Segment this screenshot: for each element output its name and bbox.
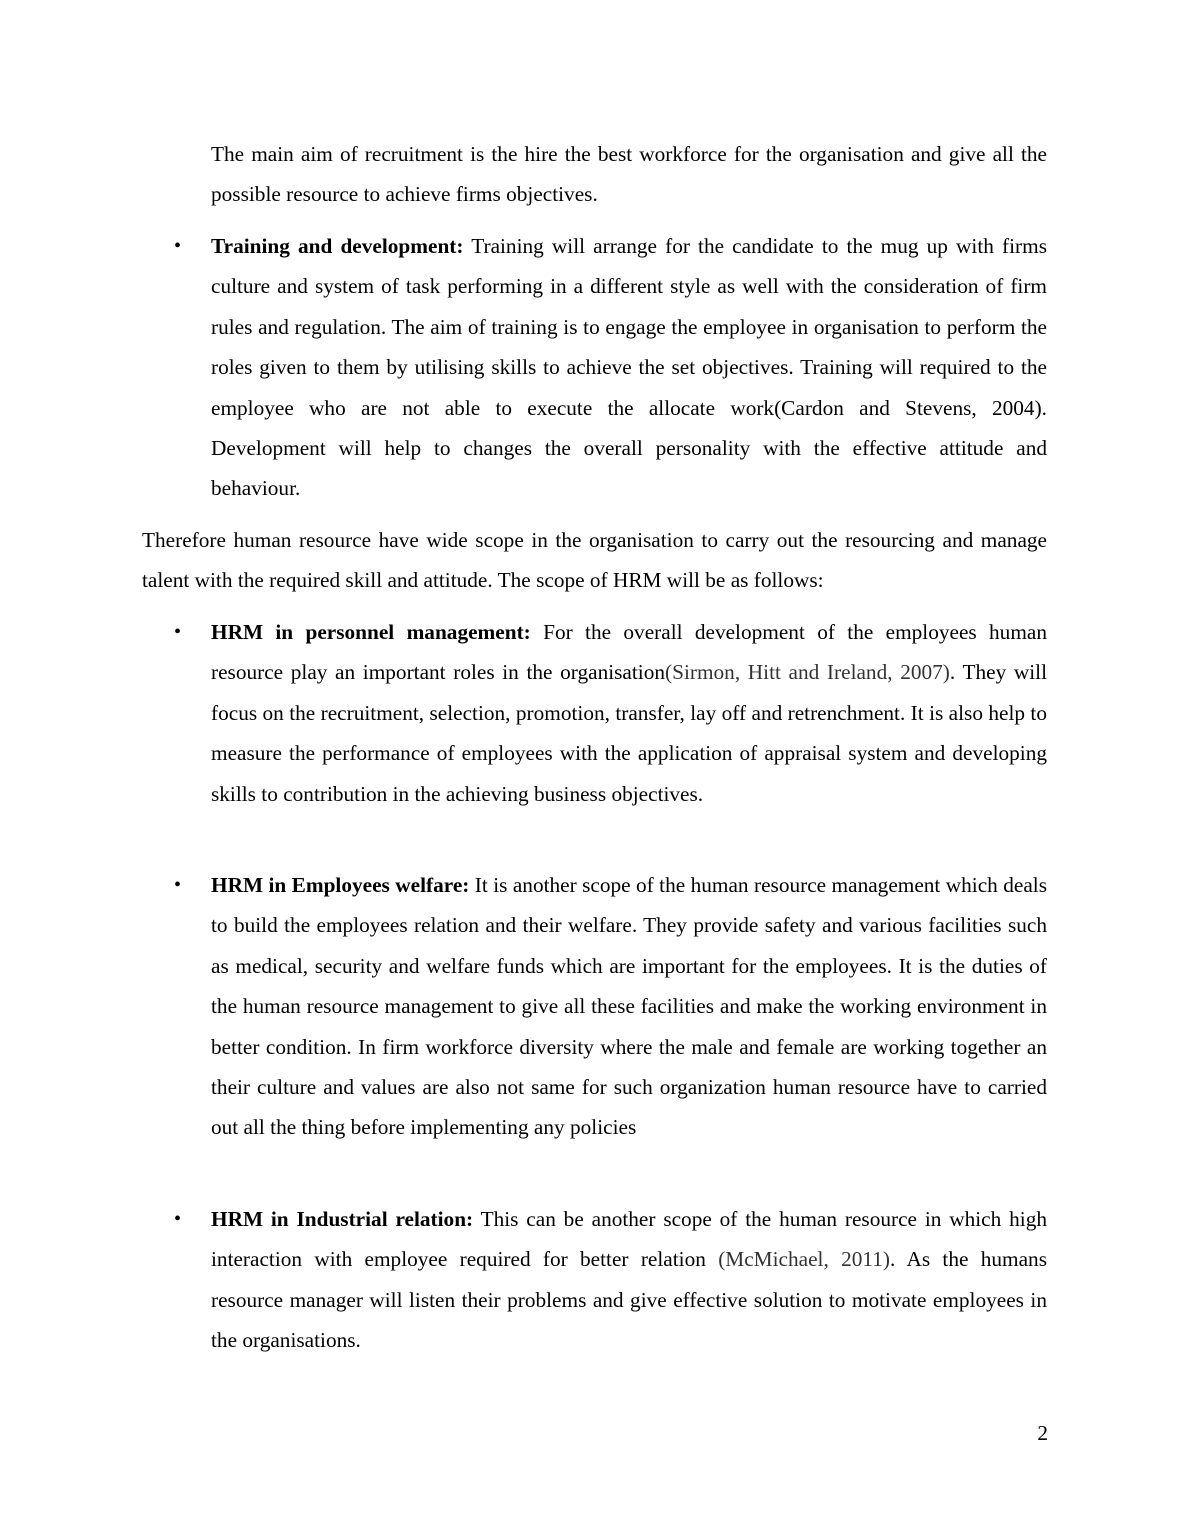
page-number: 2 (1037, 1421, 1048, 1445)
recruitment-continuation-paragraph: The main aim of recruitment is the hire the best workforce for the organisation and give all the possible resource to achieve firms objectives. (211, 142, 1047, 207)
personnel-heading: HRM in personnel management: (211, 620, 531, 644)
bullet-icon: • (174, 874, 182, 896)
welfare-paragraph (211, 865, 1047, 1148)
industrial-citation: (McMichael, 2011) (718, 1247, 890, 1272)
welfare-text: It is another scope of the human resource management which deals to build the employees relation and their welfare. They provide safety and various facilities such as medical, security and welfare funds which are important for the employees. It is the duties of the human resource management to give all these facilities and make the working environment in better condition. In firm workforce diversity where the male and female are working together an their culture and values are also not same for such organization human resource have to carried out all the thing before implementing any policies (211, 873, 1047, 1140)
training-text: Training will arrange for the candidate to the mug up with firms culture and system of task performing in a different style as well with the consideration of firm rules and regulation. The aim of training is to engage the employee in organisation to perform the roles given to them by utilising skills to achieve the set objectives. Training will required to the employee who are not able to execute the allocate work(Cardon and Stevens, 2004). Development will help to changes the overall personality with the effective attitude and behaviour. (211, 234, 1047, 501)
bullet-icon: • (174, 235, 182, 257)
scope-intro-paragraph: Therefore human resource have wide scope in the organisation to carry out the resourcing and manage talent with the required skill and attitude. The scope of HRM will be as follows: (142, 528, 1047, 593)
bullet-icon: • (174, 1208, 182, 1230)
industrial-heading: HRM in Industrial relation: (211, 1207, 474, 1231)
personnel-text-after: . They will focus on the recruitment, selection, promotion, transfer, lay off and retrenchment. It is also help to measure the performance of employees with the application of appraisal system and developing skills to contribution in the achieving business objectives. (211, 660, 1047, 806)
personnel-text-before: For the overall development of the employees human resource play an important roles in the organisation (211, 620, 1048, 685)
personnel-paragraph (211, 612, 1047, 814)
industrial-text-before: This can be another scope of the human resource in which high interaction with employee required for better relation (211, 1207, 1047, 1272)
training-heading: Training and development: (211, 234, 464, 258)
training-paragraph (211, 226, 1047, 509)
personnel-citation: (Sirmon, Hitt and Ireland, 2007) (665, 660, 950, 685)
industrial-paragraph (211, 1199, 1047, 1361)
bullet-icon: • (174, 621, 182, 643)
industrial-text-after: . As the humans resource manager will listen their problems and give effective solution to motivate employees in the organisations. (211, 1247, 1047, 1353)
welfare-heading: HRM in Employees welfare: (211, 873, 470, 897)
